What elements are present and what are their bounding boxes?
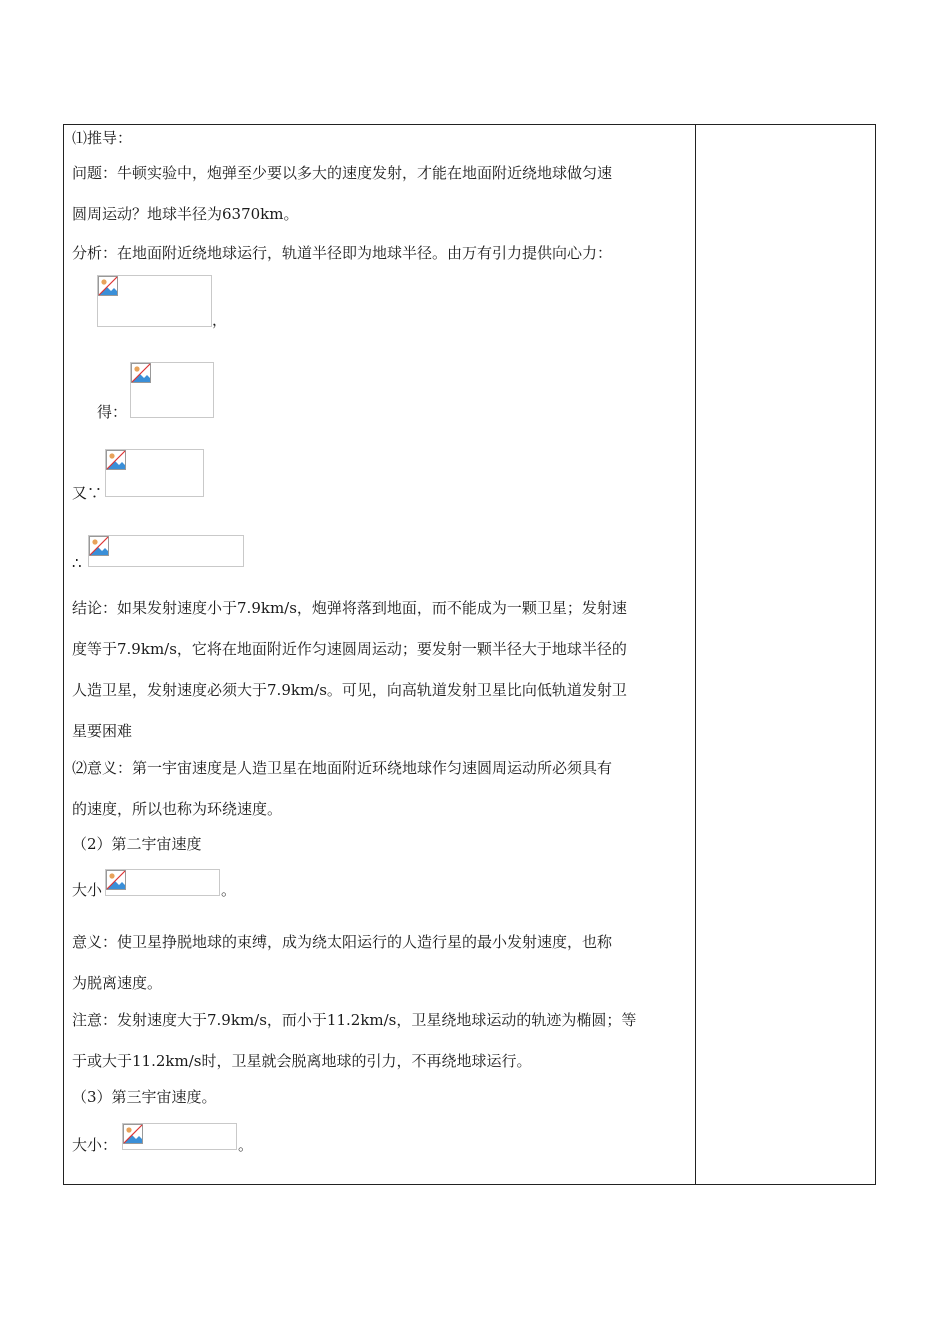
de-label: 得：: [97, 403, 128, 421]
text-line: 圆周运动？地球半径为6370km。: [72, 205, 299, 223]
section-heading: （2）第二宇宙速度: [72, 835, 202, 853]
text-line: 问题：牛顿实验中，炮弹至少要以多大的速度发射，才能在地面附近绕地球做匀速: [72, 164, 613, 182]
comma-text: ，: [212, 311, 228, 329]
text-line: 结论：如果发射速度小于7.9km/s，炮弹将落到地面，而不能成为一颗卫星；发射速: [72, 599, 627, 617]
text-line: 分析：在地面附近绕地球运行，轨道半径即为地球半径。由万有引力提供向心力：: [72, 244, 613, 262]
formula-image: [105, 449, 204, 497]
broken-image-icon: [89, 536, 109, 556]
text-line: 度等于7.9km/s，它将在地面附近作匀速圆周运动；要发射一颗半径大于地球半径的: [72, 640, 627, 658]
you-label: 又∵: [72, 484, 103, 502]
text-line: 于或大于11.2km/s时，卫星就会脱离地球的引力，不再绕地球运行。: [72, 1052, 532, 1070]
formula-image: [122, 1123, 237, 1150]
text-line: ⑵意义：第一宇宙速度是人造卫星在地面附近环绕地球作匀速圆周运动所必须具有: [72, 759, 613, 777]
therefore-label: ∴: [72, 554, 82, 572]
formula-image: [130, 362, 214, 418]
text-line: 星要困难: [72, 722, 133, 740]
period-text: 。: [238, 1136, 254, 1154]
text-line: 注意：发射速度大于7.9km/s，而小于11.2km/s，卫星绕地球运动的轨迹为椭圆；等: [72, 1011, 637, 1029]
text-line: 的速度，所以也称为环绕速度。: [72, 800, 283, 818]
broken-image-icon: [106, 870, 126, 890]
size-label: 大小: [72, 881, 103, 899]
text-line: 为脱离速度。: [72, 974, 163, 992]
broken-image-icon: [123, 1124, 143, 1144]
size-label: 大小：: [72, 1136, 118, 1154]
period-text: 。: [221, 881, 237, 899]
formula-image: [88, 535, 244, 567]
formula-image: [97, 275, 212, 327]
text-line: 意义：使卫星挣脱地球的束缚，成为绕太阳运行的人造行星的最小发射速度，也称: [72, 933, 613, 951]
text-line: 人造卫星，发射速度必须大于7.9km/s。可见，向高轨道发射卫星比向低轨道发射卫: [72, 681, 627, 699]
text-line: ⑴推导：: [72, 129, 133, 147]
broken-image-icon: [106, 450, 126, 470]
broken-image-icon: [98, 276, 118, 296]
formula-image: [105, 869, 220, 896]
broken-image-icon: [131, 363, 151, 383]
column-divider: [695, 124, 696, 1185]
section-heading: （3）第三宇宙速度。: [72, 1088, 217, 1106]
